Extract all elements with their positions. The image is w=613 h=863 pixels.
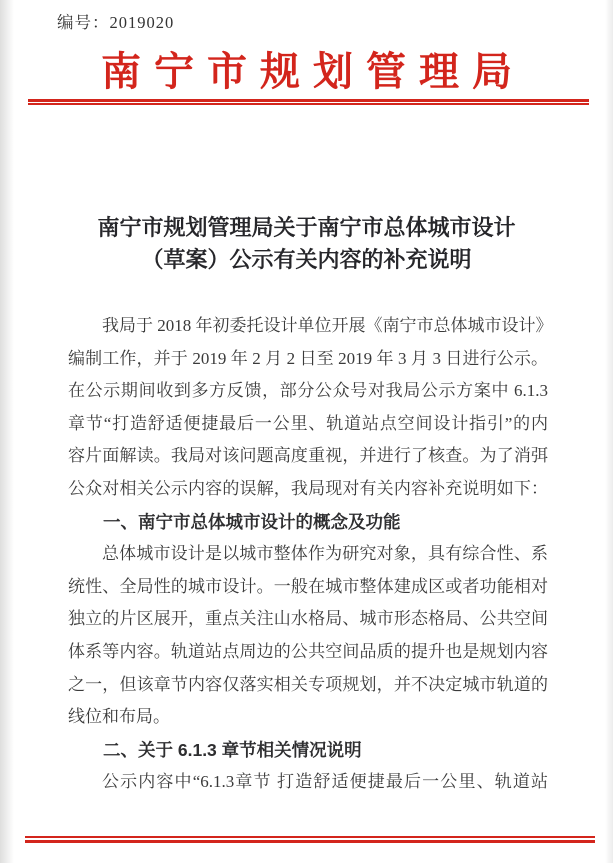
- body-line: 总体城市设计是以城市整体作为研究对象，具有综合性、系: [102, 544, 548, 564]
- body-line: 在公示期间收到多方反馈，部分公众号对我局公示方案中 6.1.3: [68, 381, 548, 401]
- footer-rule-thin-bar: [25, 836, 595, 838]
- body-line: 统性、全局性的城市设计。一般在城市整体建成区或者功能相对: [68, 576, 548, 596]
- header-rule-thick-bar: [28, 99, 589, 102]
- section-heading-2: 二、关于 6.1.3 章节相关情况说明: [103, 739, 362, 760]
- footer-rule-thick-bar: [25, 840, 595, 843]
- doc-number: 编号：2019020: [57, 13, 175, 32]
- document-title-line2: （草案）公示有关内容的补充说明: [141, 247, 472, 272]
- footer-rule: [25, 836, 595, 843]
- body-line: 章节“打造舒适便捷最后一公里、轨道站点空间设计指引”的内: [68, 413, 548, 433]
- body-line: 体系等内容。轨道站点周边的公共空间品质的提升也是规划内容: [68, 641, 548, 661]
- agency-title: 南宁市规划管理局: [101, 49, 525, 94]
- scan-edge-shadow-left: [0, 0, 14, 863]
- document-body: [68, 310, 553, 799]
- scan-edge-shadow-right: [605, 0, 613, 863]
- header-rule: [28, 99, 589, 105]
- body-line: 线位和布局。: [68, 707, 170, 727]
- document-title-line1: 南宁市规划管理局关于南宁市总体城市设计: [97, 215, 516, 240]
- body-line: 编制工作，并于 2019 年 2 月 2 日至 2019 年 3 月 3 日进行公示。: [68, 348, 548, 368]
- document-title: [0, 212, 613, 276]
- body-line: 之一，但该章节内容仅落实相关专项规划，并不决定城市轨道的: [68, 674, 548, 694]
- body-line: 独立的片区展开，重点关注山水格局、城市形态格局、公共空间: [68, 609, 548, 629]
- body-line: 我局于 2018 年初委托设计单位开展《南宁市总体城市设计》: [102, 316, 553, 335]
- section-heading-1: 一、南宁市总体城市设计的概念及功能: [103, 511, 401, 532]
- body-line: 公众对相关公示内容的误解，我局现对有关内容补充说明如下：: [68, 478, 548, 498]
- body-line: 公示内容中“6.1.3章节 打造舒适便捷最后一公里、轨道站: [102, 772, 548, 792]
- header-rule-thin-bar: [28, 103, 589, 105]
- body-line: 容片面解读。我局对该问题高度重视，并进行了核查。为了消弭: [68, 446, 548, 466]
